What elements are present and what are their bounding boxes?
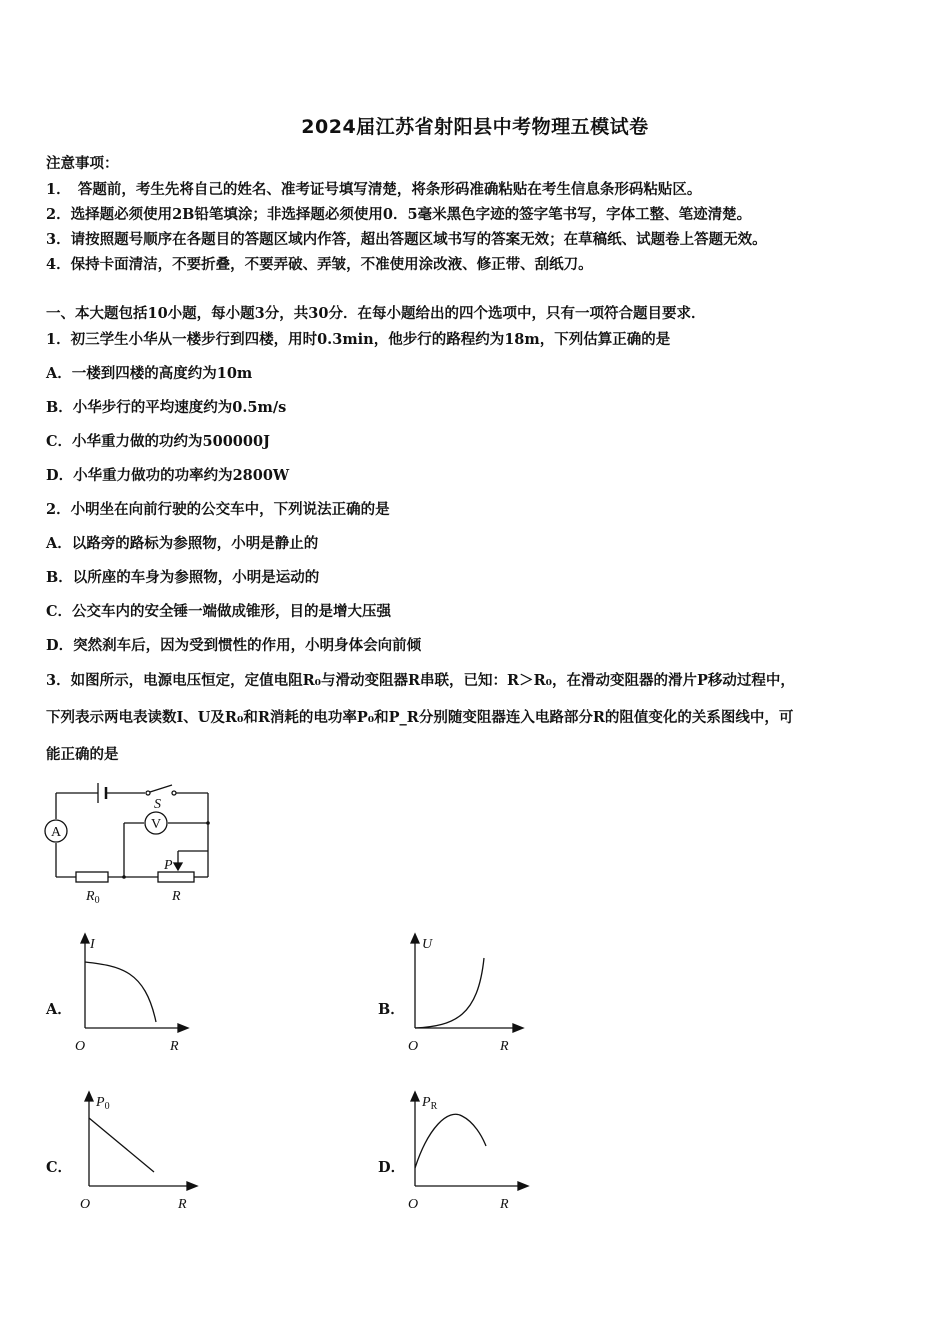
curve-pr-vs-r: [415, 1114, 486, 1168]
graph-option-c: [74, 1088, 204, 1213]
ammeter-label: A: [51, 825, 62, 840]
curve-u-vs-r: [415, 958, 484, 1028]
y-axis-arrow-icon: [411, 1092, 419, 1101]
voltmeter-label: V: [151, 817, 162, 832]
r0-label: [85, 889, 100, 906]
curve-i-vs-r: [85, 962, 156, 1022]
graph-option-d: [400, 1088, 535, 1213]
question-2-option-d: D．突然刹车后，因为受到惯性的作用，小明身体会向前倾: [46, 637, 422, 654]
graph-option-b: [400, 930, 530, 1055]
q3-option-a-label: A．: [46, 1001, 72, 1018]
y-axis-label-main: P: [422, 1095, 431, 1110]
x-axis-label: R: [500, 1197, 509, 1212]
switch-label: S: [154, 797, 161, 812]
x-axis-arrow-icon: [513, 1024, 523, 1032]
section-1-heading: 一、本大题包括10小题，每小题3分，共30分．在每小题给出的四个选项中，只有一项符合题目要求．: [46, 305, 706, 322]
notice-item-1: 1． 答题前，考生先将自己的姓名、准考证号填写清楚，将条形码准确粘贴在考生信息条形码粘贴区。: [46, 181, 702, 198]
y-axis-label-main: P: [96, 1095, 105, 1110]
r0-resistor: [76, 872, 108, 882]
switch-contact: [146, 791, 150, 795]
page-title: 2024届江苏省射阳县中考物理五模试卷: [301, 116, 649, 138]
origin-label: O: [408, 1197, 419, 1212]
question-1-option-c: C．小华重力做的功约为500000J: [46, 433, 270, 450]
slider-arrow-icon: [174, 863, 182, 870]
switch-blade: [150, 785, 172, 792]
q3-option-b-label: B．: [378, 1001, 405, 1018]
y-axis-arrow-icon: [411, 934, 419, 943]
origin-label: O: [80, 1197, 91, 1212]
graph-option-a: [70, 930, 200, 1055]
question-2-option-a: A．以路旁的路标为参照物，小明是静止的: [46, 535, 319, 552]
question-2-option-c: C．公交车内的安全锤一端做成锥形，目的是增大压强: [46, 603, 392, 620]
question-2-stem: 2．小明坐在向前行驶的公交车中，下列说法正确的是: [46, 501, 390, 518]
origin-label: O: [75, 1039, 86, 1054]
line-p0-vs-r: [89, 1118, 154, 1172]
y-axis-label: [95, 1095, 110, 1112]
question-1-option-b: B．小华步行的平均速度约为0.5m/s: [46, 399, 287, 416]
y-axis-arrow-icon: [85, 1092, 93, 1101]
q3-option-d-label: D．: [378, 1159, 406, 1176]
rheostat: [158, 872, 194, 882]
question-1-stem: 1．初三学生小华从一楼步行到四楼，用时0.3min，他步行的路程约为18m，下列估算正确的是: [46, 331, 671, 348]
x-axis-arrow-icon: [518, 1182, 528, 1190]
notice-item-3: 3．请按照题号顺序在各题目的答题区域内作答，超出答题区域书写的答案无效；在草稿纸、试题卷上答题无效。: [46, 231, 767, 248]
x-axis-arrow-icon: [187, 1182, 197, 1190]
question-1-option-a: A．一楼到四楼的高度约为10m: [46, 365, 253, 382]
slider-label: P: [164, 858, 173, 873]
notice-heading: 注意事项：: [46, 155, 119, 172]
question-3-stem-line-1: 3．如图所示，电源电压恒定，定值电阻R₀与滑动变阻器R串联，已知：R＞R₀，在滑动变阻器的滑片P移动过程中，: [46, 672, 795, 689]
y-axis-label: U: [422, 937, 433, 952]
rheostat-label: R: [172, 889, 181, 904]
y-axis-label-sub: 0: [104, 1101, 110, 1112]
y-axis-label-sub: R: [430, 1101, 438, 1112]
question-3-stem-line-3: 能正确的是: [46, 746, 119, 763]
question-1-option-d: D．小华重力做功的功率约为2800W: [46, 467, 290, 484]
circuit-diagram: [40, 775, 225, 910]
y-axis-label: I: [90, 937, 95, 952]
r0-label-sub: 0: [94, 895, 100, 906]
origin-label: O: [408, 1039, 419, 1054]
question-3-stem-line-2: 下列表示两电表读数I、U及R₀和R消耗的电功率P₀和P_R分别随变阻器连入电路部分R的阻值变化的关系图线中，可: [46, 709, 794, 726]
y-axis-arrow-icon: [81, 934, 89, 943]
y-axis-label: [421, 1095, 438, 1112]
x-axis-label: R: [170, 1039, 179, 1054]
x-axis-label: R: [178, 1197, 187, 1212]
x-axis-arrow-icon: [178, 1024, 188, 1032]
q3-option-c-label: C．: [46, 1159, 73, 1176]
r0-label-main: R: [86, 889, 95, 904]
x-axis-label: R: [500, 1039, 509, 1054]
question-2-option-b: B．以所座的车身为参照物，小明是运动的: [46, 569, 320, 586]
notice-item-4: 4．保持卡面清洁，不要折叠，不要弄破、弄皱，不准使用涂改液、修正带、刮纸刀。: [46, 256, 593, 273]
notice-item-2: 2．选择题必须使用2B铅笔填涂；非选择题必须使用0．5毫米黑色字迹的签字笔书写，字体工整、笔迹清楚。: [46, 206, 752, 223]
